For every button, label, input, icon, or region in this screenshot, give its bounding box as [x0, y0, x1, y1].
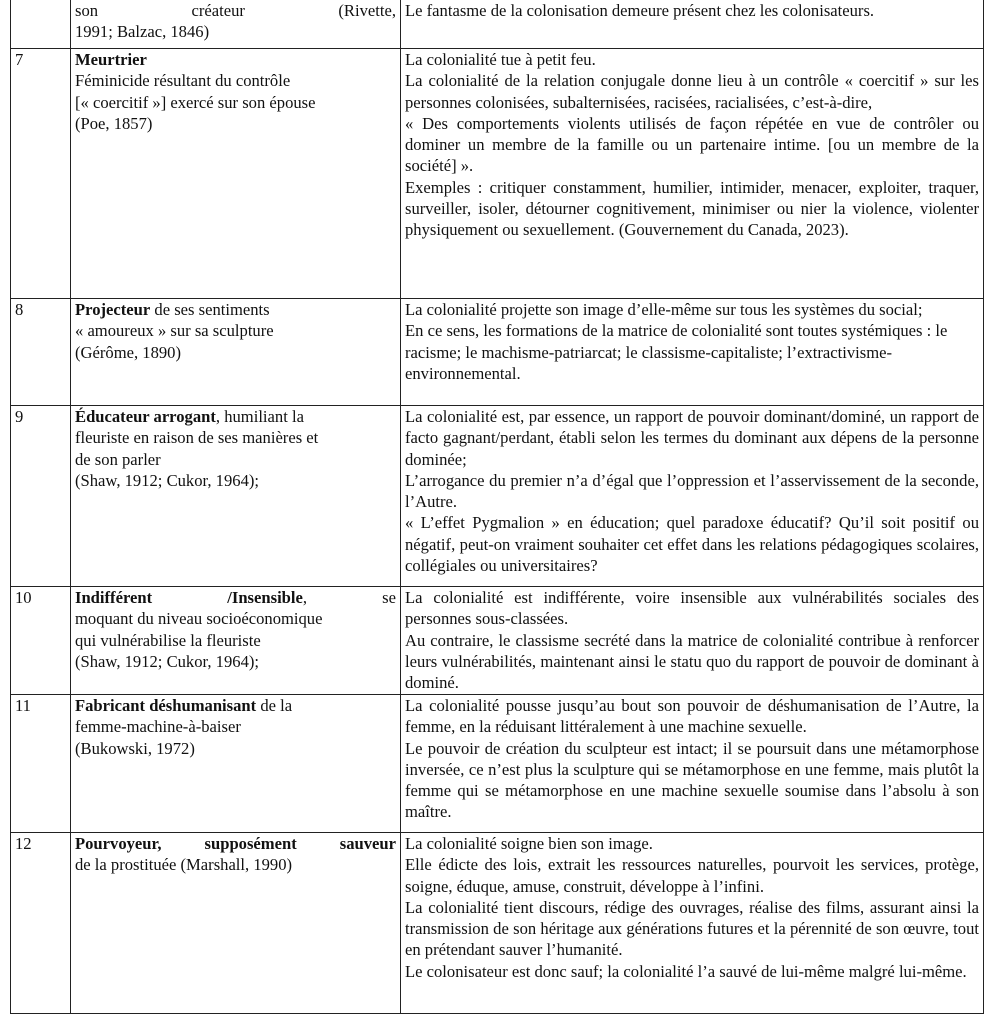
figure-title: Meurtrier	[75, 50, 147, 69]
row-number: 12	[11, 833, 71, 1014]
figure-cell	[71, 833, 401, 1014]
figure-line: [« coercitif »] exercé sur son épouse	[75, 92, 316, 112]
figure-heading-line	[75, 587, 396, 608]
figure-line: 1991; Balzac, 1846)	[75, 22, 210, 42]
description-paragraph: L’arrogance du premier n’a d’égal que l’oppression et l’asservissement de la seconde, l’Autre.	[405, 470, 979, 512]
description-paragraph: Elle édicte des lois, extrait les ressources naturelles, pourvoit les services, protège, soigne, éduque, amuse, construit, développe à l’infini.	[405, 855, 979, 896]
figure-title-rest: de ses sentiments	[150, 300, 270, 319]
figure-title: Indifférent /Insensible	[75, 588, 303, 607]
description-cell	[401, 0, 984, 49]
description-cell	[401, 833, 984, 1014]
row-number: 7	[11, 49, 71, 299]
description-cell	[401, 695, 984, 833]
description-cell	[401, 406, 984, 587]
figure-cell	[71, 695, 401, 833]
row-number	[11, 0, 71, 49]
row-number: 11	[11, 695, 71, 833]
table-row	[11, 695, 984, 833]
figure-title: Pourvoyeur, supposément sauveur	[75, 834, 396, 853]
figure-line: de la prostituée (Marshall, 1990)	[75, 855, 293, 875]
figure-title-rest: de la	[256, 696, 293, 715]
description-paragraph: La colonialité tient discours, rédige des ouvrages, réalise des films, assurant ainsi la transmission de son héritage aux générations futures et la pérennité de son œuvre, tout en prétendant sauver l’humanité.	[405, 897, 979, 960]
figure-line: (Poe, 1857)	[75, 113, 153, 133]
figure-line: femme-machine-à-baiser	[75, 717, 241, 737]
figure-line: (Bukowski, 1972)	[75, 738, 195, 758]
table-row	[11, 299, 984, 406]
description-paragraph: La colonialité pousse jusqu’au bout son pouvoir de déshumanisation de l’Autre, la femme, en la réduisant littéralement à une machine sexuelle.	[405, 696, 979, 737]
description-paragraph: En ce sens, les formations de la matrice de colonialité sont toutes systémiques : le racisme; le machisme-patriarcat; le classisme-capitaliste; l’extractivisme-environnemental.	[405, 321, 948, 383]
table-row	[11, 833, 984, 1014]
description-paragraph: Le colonisateur est donc sauf; la colonialité l’a sauvé de lui-même malgré lui-même.	[405, 961, 967, 981]
row-number: 8	[11, 299, 71, 406]
row-number: 10	[11, 587, 71, 695]
figure-title: Éducateur arrogant	[75, 407, 216, 426]
row-number: 9	[11, 406, 71, 587]
description-paragraph: La colonialité soigne bien son image.	[405, 834, 653, 853]
description-paragraph: Le pouvoir de création du sculpteur est intact; il se poursuit dans une métamorphose inversée, ce n’est plus la sculpture qui se métamorphose en une femme, mais plutôt la femme qui se métamorphose en une machine sexuelle soumise dans l’absolu à son maître.	[405, 738, 979, 822]
figure-line: Féminicide résultant du contrôle	[75, 71, 291, 91]
colonialite-table	[10, 0, 984, 1014]
table-row	[11, 49, 984, 299]
figure-cell	[71, 587, 401, 695]
description-paragraph: La colonialité est, par essence, un rapport de pouvoir dominant/dominé, un rapport de facto gagnant/perdant, établi selon les termes du dominant aux dépens de la personne dominée;	[405, 407, 979, 469]
figure-heading-line	[75, 695, 396, 716]
figure-title-rest: , se	[302, 588, 396, 607]
figure-cell	[71, 49, 401, 299]
figure-cell	[71, 0, 401, 49]
description-paragraph: Au contraire, le classisme secrété dans la matrice de colonialité contribue à renforcer leurs vulnérabilités, maintenant ainsi le statu quo du rapport de pouvoir de dominant à dominé.	[405, 630, 979, 693]
description-paragraph: « Des comportements violents utilisés de façon répétée en vue de contrôler ou dominer un membre de la famille ou un partenaire intime. [ou un membre de la société] ».	[405, 113, 979, 176]
description-cell	[401, 299, 984, 406]
figure-line: (Gérôme, 1890)	[75, 342, 181, 362]
description-cell	[401, 49, 984, 299]
figure-line: « amoureux » sur sa sculpture	[75, 321, 274, 341]
figure-line: qui vulnérabilise la fleuriste	[75, 630, 261, 650]
figure-cell	[71, 406, 401, 587]
description-paragraph: La colonialité est indifférente, voire insensible aux vulnérabilités sociales des personnes sous-classées.	[405, 588, 979, 629]
figure-title-rest: , humiliant la	[215, 407, 304, 426]
figure-line: de son parler	[75, 449, 161, 469]
figure-line: son créateur (Rivette,	[75, 1, 396, 20]
description-paragraph: La colonialité projette son image d’elle-même sur tous les systèmes du social;	[405, 300, 923, 319]
figure-line: moquant du niveau socioéconomique	[75, 609, 323, 629]
description-paragraph: La colonialité de la relation conjugale donne lieu à un contrôle « coercitif » sur les personnes colonisées, subalternisées, racisées, racialisées, c’est-à-dire,	[405, 71, 979, 112]
figure-heading-line	[75, 299, 396, 320]
figure-line: (Shaw, 1912; Cukor, 1964);	[75, 651, 260, 671]
figure-line: (Shaw, 1912; Cukor, 1964);	[75, 470, 260, 490]
description-cell	[401, 587, 984, 695]
description-paragraph: Le fantasme de la colonisation demeure présent chez les colonisateurs.	[405, 1, 875, 20]
description-paragraph: La colonialité tue à petit feu.	[405, 50, 596, 69]
table-row	[11, 0, 984, 49]
figure-title: Projecteur	[75, 300, 151, 319]
table-row	[11, 406, 984, 587]
figure-line: fleuriste en raison de ses manières et	[75, 428, 319, 448]
description-paragraph: Exemples : critiquer constamment, humilier, intimider, menacer, exploiter, traquer, surveiller, isoler, détourner cognitivement, minimiser ou nier la violence, violenter physiquement ou sexuellement. (Gouvernement du Canada, 2023).	[405, 177, 979, 240]
figure-cell	[71, 299, 401, 406]
figure-heading-line	[75, 406, 396, 427]
figure-title: Fabricant déshumanisant	[75, 696, 257, 715]
table-row	[11, 587, 984, 695]
description-paragraph: « L’effet Pygmalion » en éducation; quel paradoxe éducatif? Qu’il soit positif ou négatif, peut-on vraiment souhaiter cet effet dans les relations pédagogiques scolaires, collégiales ou universitaires?	[405, 513, 979, 576]
